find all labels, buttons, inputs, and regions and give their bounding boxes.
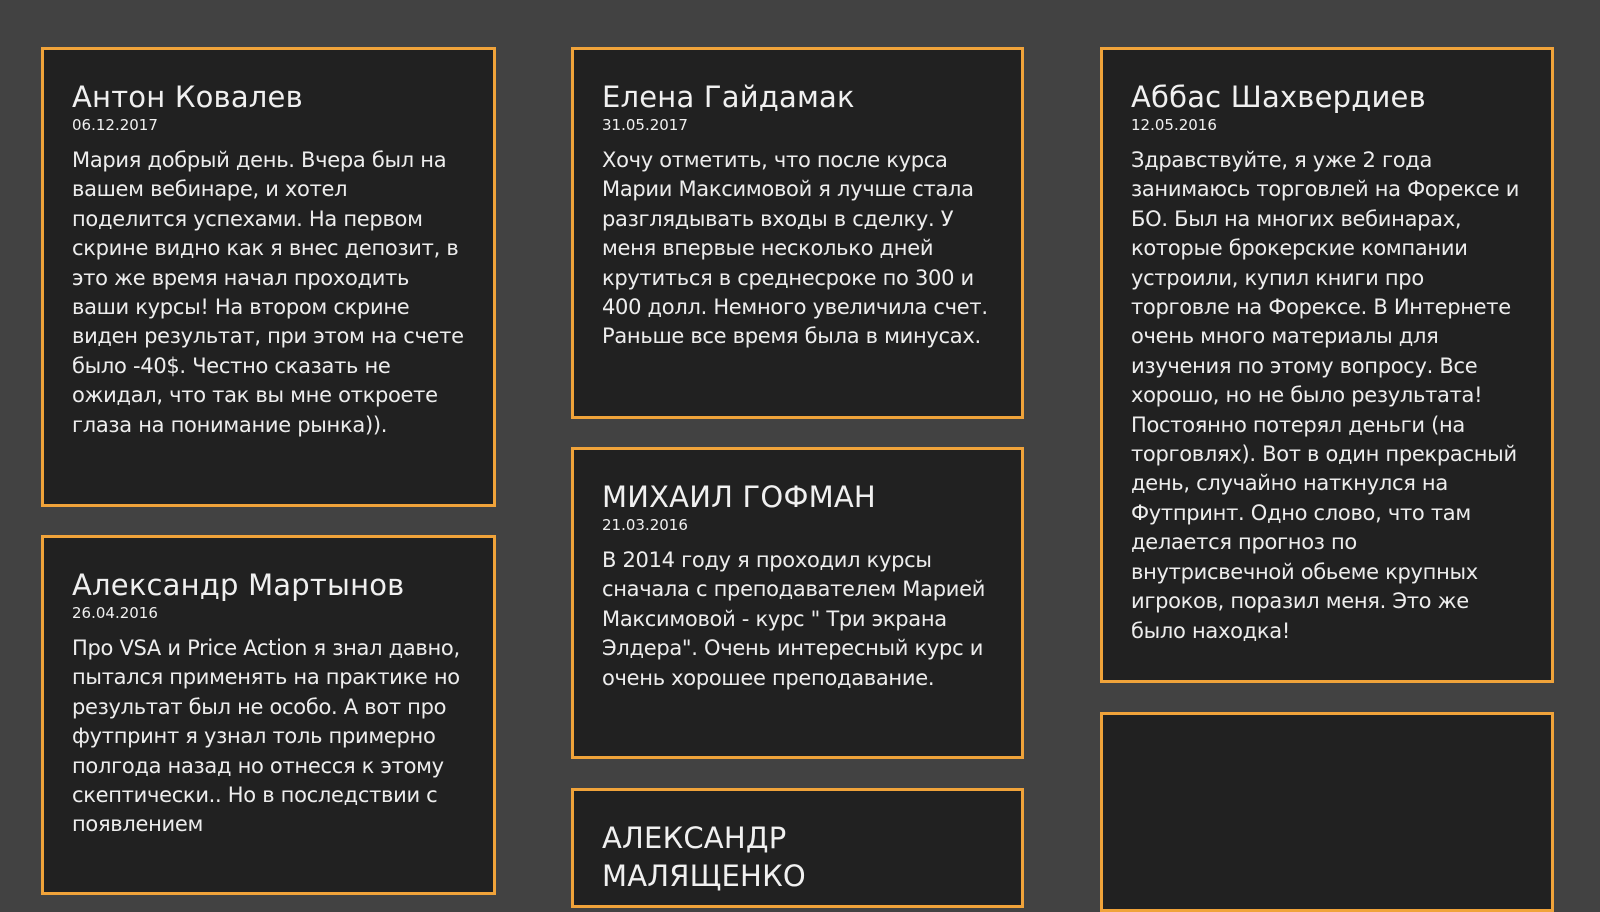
review-card xyxy=(571,447,1024,759)
review-card xyxy=(1100,47,1554,683)
review-card xyxy=(571,47,1024,419)
review-text: Хочу отметить, что после курса Марии Максимовой я лучше стала разглядывать входы в сделку. У меня впервые несколько дней крутиться в среднесроке по 300 и 400 долл. Немного увеличила счет. Раньше все время была в минусах. xyxy=(602,148,988,349)
review-text: Про VSA и Price Action я знал давно, пытался применять на практике но результат был не особо. А вот про футпринт я узнал толь примерно полгода назад но отнесся к этому скептически.. Но в последствии с появлением xyxy=(72,636,460,837)
review-card xyxy=(41,47,496,507)
review-text: Здравствуйте, я уже 2 года занимаюсь торговлей на Форексе и БО. Был на многих вебинарах, которые брокерские компании устроили, купил книги про торговле на Форексе. В Интернете очень много материалы для изучения по этому вопросу. Все хорошо, но не было результата! Постоянно потерял деньги (на торговлях). Вот в один прекрасный день, случайно наткнулся на Футпринт. Одно слово, что там делается прогноз по внутрисвечной обьеме крупных игроков, поразил меня. Это же было находка! xyxy=(1131,148,1520,643)
review-date: 26.04.2016 xyxy=(72,604,158,622)
reviewer-name: Александр Мартынов xyxy=(72,568,405,602)
reviewer-name: МИХАИЛ ГОФМАН xyxy=(602,480,876,514)
review-card xyxy=(41,535,496,895)
review-date: 31.05.2017 xyxy=(602,116,688,134)
reviewer-name: Антон Ковалев xyxy=(72,80,303,114)
review-date: 12.05.2016 xyxy=(1131,116,1217,134)
review-card-empty xyxy=(1100,712,1554,912)
reviewer-name: Елена Гайдамак xyxy=(602,80,855,114)
reviewer-name: АЛЕКСАНДР МАЛЯЩЕНКО xyxy=(602,821,806,893)
reviewer-name: Аббас Шахвердиев xyxy=(1131,80,1426,114)
review-date: 21.03.2016 xyxy=(602,516,688,534)
review-text: В 2014 году я проходил курсы сначала с преподавателем Марией Максимовой - курс " Три экрана Элдера". Очень интересный курс и очень хорошее преподавание. xyxy=(602,548,986,690)
review-text: Мария добрый день. Вчера был на вашем вебинаре, и хотел поделится успехами. На первом скрине видно как я внес депозит, в это же время начал проходить ваши курсы! На втором скрине виден результат, при этом на счете было -40$. Честно сказать не ожидал, что так вы мне откроете глаза на понимание рынка)). xyxy=(72,148,464,437)
review-date: 06.12.2017 xyxy=(72,116,158,134)
review-card xyxy=(571,788,1024,908)
